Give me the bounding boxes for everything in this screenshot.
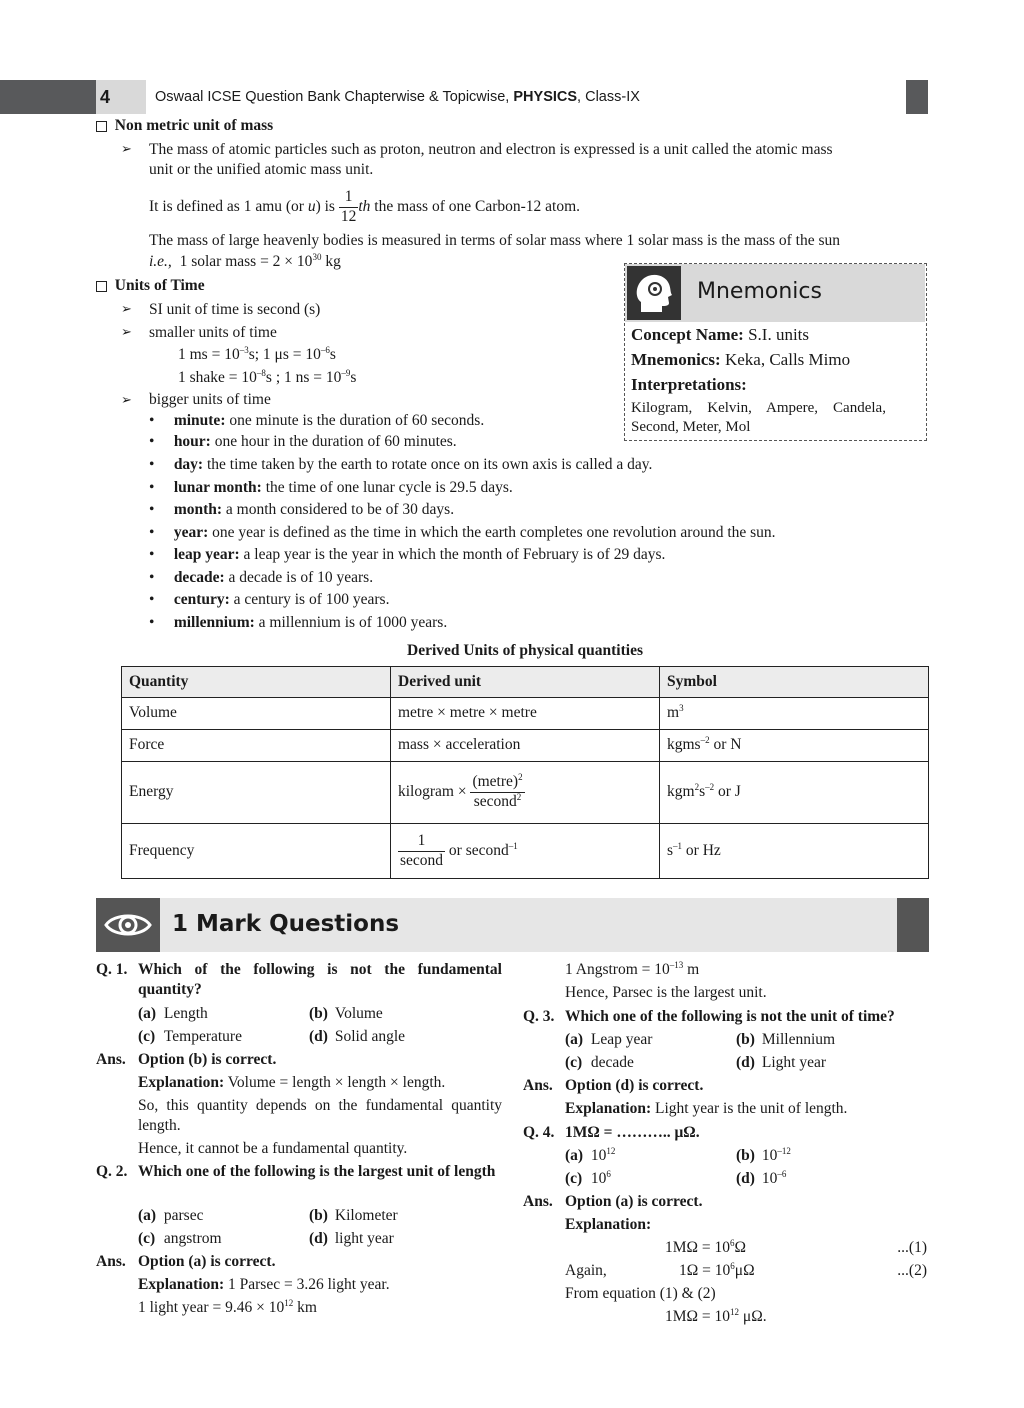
small-units-line2: 1 shake = $10^{-8}s$ ; 1 ns = $10^{-9}s$: [178, 367, 357, 386]
q3-options-row2: (c) decade (d) Light year: [565, 1054, 827, 1071]
section-band-right: [897, 898, 929, 952]
table-cell: Frequency: [122, 824, 391, 879]
list-item: • lunar month: the time of one lunar cycle is 29.5 days.: [149, 479, 513, 496]
question-4: Q. 4. 1MΩ = ……….. μΩ.: [523, 1124, 700, 1141]
time-heading: Units of Time: [96, 276, 205, 296]
arrow-icon: ➢: [121, 325, 132, 340]
table-cell: mass × acceleration: [391, 730, 660, 762]
q4-equation-1: $1M\Omega = 10^6\Omega$ ...(1): [665, 1237, 927, 1256]
table-cell: Energy: [122, 762, 391, 824]
q2-options-row1: (a) parsec (b) Kilometer: [138, 1207, 398, 1224]
table-header-row: [122, 667, 929, 698]
q2-options-row2: (c) angstrom (d) light year: [138, 1230, 394, 1247]
q2-explanation-2: 1 light year = $9.46 \times 10^{12}$ km: [138, 1297, 317, 1316]
header-title: Oswaal ICSE Question Bank Chapterwise & Topicwise, PHYSICS, Class-IX: [155, 89, 640, 105]
non-metric-text1: The mass of atomic particles such as proton, neutron and electron is expressed is a unit called the atomic mass: [149, 141, 833, 158]
non-metric-text2: unit or the unified atomic mass unit.: [149, 161, 374, 178]
list-item: • day: the time taken by the earth to rotate once on its own axis is called a day.: [149, 456, 653, 473]
q2-explanation-3: 1 Angstrom = $10^{-13}$ m: [565, 959, 700, 978]
head-brain-icon: [627, 266, 681, 320]
arrow-icon: ➢: [121, 393, 132, 408]
question-2: Q. 2. Which one of the following is the largest unit of length: [96, 1163, 496, 1180]
bigger-units: bigger units of time: [149, 391, 271, 408]
non-metric-heading: Non metric unit of mass: [96, 116, 273, 136]
q1-options-row1: (a) Length (b) Volume: [138, 1005, 383, 1022]
table-cell: $s^{-1}$ or Hz: [660, 824, 929, 879]
table-cell: $kgm^2s^{-2}$ or J: [660, 762, 929, 824]
q1-explanation-2: So, this quantity depends on the fundamental quantity length.: [138, 1097, 502, 1135]
solar-equation: i.e., 1 solar mass = $2 \times 10^{30}$ kg: [149, 251, 341, 270]
q1-explanation-3: Hence, it cannot be a fundamental quantity.: [138, 1140, 408, 1157]
amu-fraction: $\frac{1}{12}$: [340, 188, 357, 225]
table-header-cell: Quantity: [122, 667, 391, 698]
list-item: • month: a month considered to be of 30 days.: [149, 501, 455, 518]
time-bullet-list: [149, 411, 909, 635]
question-1: Q. 1. Which of the following is not the fundamental quantity?: [96, 961, 502, 999]
table-row: [122, 762, 929, 824]
checkbox-icon: [96, 121, 107, 132]
mnemonics-title: Mnemonics: [697, 279, 822, 304]
eye-icon: [96, 898, 160, 952]
q2-answer: Ans. Option (a) is correct.: [96, 1253, 276, 1270]
table-header-cell: Derived unit: [391, 667, 660, 698]
derived-units-table: [121, 666, 929, 879]
table-cell: Volume: [122, 698, 391, 730]
arrow-icon: ➢: [121, 142, 132, 157]
header-bar-right: [906, 80, 928, 114]
q1-answer: Ans. Option (b) is correct.: [96, 1051, 277, 1068]
q4-options-row1: (a) $10^{12}$ (b) $10^{-12}$: [565, 1145, 791, 1164]
right-column: [523, 960, 929, 1330]
section-icon-bg: [96, 898, 160, 952]
q1-explanation: Explanation: Volume = length × length × length.: [138, 1074, 446, 1091]
interpretations-line1: Kilogram, Kelvin, Ampere, Candela,: [631, 400, 886, 416]
q2-explanation-4: Hence, Parsec is the largest unit.: [565, 984, 767, 1001]
list-item: • decade: a decade is of 10 years.: [149, 569, 374, 586]
solar-text: The mass of large heavenly bodies is measured in terms of solar mass where 1 solar mass is the mass of the sun: [149, 232, 841, 249]
mnemonics-box: [624, 263, 927, 441]
left-column: [96, 960, 502, 1321]
table-cell: $\frac{1}{\text{second}}$ or second$^{-1}$: [391, 824, 660, 879]
q2-explanation: Explanation: 1 Parsec = 3.26 light year.: [138, 1276, 390, 1293]
list-item: • century: a century is of 100 years.: [149, 591, 390, 608]
smaller-units: smaller units of time: [149, 324, 277, 341]
list-item: • millennium: a millennium is of 1000 years.: [149, 614, 448, 631]
q4-equation-2: Again, $1\Omega = 10^6\mu\Omega$ ...(2): [565, 1260, 927, 1279]
section-title: 1 Mark Questions: [172, 911, 400, 937]
table-row: [122, 824, 929, 879]
amu-definition: It is defined as 1 amu (or u) is $\frac{1}{12}$ th the mass of one Carbon-12 atom.: [149, 188, 581, 225]
list-item: • year: one year is defined as the time in which the earth completes one revolution around the sun.: [149, 524, 776, 541]
checkbox-icon: [96, 281, 107, 292]
header-bar-left: [0, 80, 96, 114]
mnemonics-value: Mnemonics: Keka, Calls Mimo: [631, 350, 851, 369]
list-item: • leap year: a leap year is the year in which the month of February is of 29 days.: [149, 546, 666, 563]
q4-explanation-label: Explanation:: [565, 1216, 652, 1233]
table-cell: kgms$^{-2}$ or N: [660, 730, 929, 762]
q4-answer: Ans. Option (a) is correct.: [523, 1193, 703, 1210]
concept-name: Concept Name: S.I. units: [631, 325, 810, 344]
q1-options-row2: (c) Temperature (d) Solid angle: [138, 1028, 406, 1045]
q4-equation-4: $1M\Omega = 10^{12}$ μΩ.: [665, 1306, 767, 1325]
question-3: Q. 3. Which one of the following is not the unit of time?: [523, 1008, 895, 1025]
q3-answer: Ans. Option (d) is correct.: [523, 1077, 704, 1094]
q3-options-row1: (a) Leap year (b) Millennium: [565, 1031, 836, 1048]
q4-options-row2: (c) $10^6$ (d) $10^{-6}$: [565, 1168, 787, 1187]
interpretations-label: Interpretations:: [631, 375, 747, 394]
si-time: SI unit of time is second (s): [149, 301, 321, 318]
q3-explanation: Explanation: Light year is the unit of length.: [565, 1100, 848, 1117]
table-cell: $m^3$: [660, 698, 929, 730]
table-cell: metre × metre × metre: [391, 698, 660, 730]
table-row: [122, 730, 929, 762]
page-number: 4: [96, 80, 146, 114]
mnemonics-header: [625, 264, 925, 322]
table-cell: Force: [122, 730, 391, 762]
list-item: • hour: one hour in the duration of 60 minutes.: [149, 433, 457, 450]
q4-equation-3: From equation (1) & (2): [565, 1285, 716, 1302]
interpretations-line2: Second, Meter, Mol: [631, 419, 751, 435]
list-item: • minute: one minute is the duration of 60 seconds.: [149, 412, 485, 429]
table-cell: kilogram × $\frac{(metre)^2}{second^2}$: [391, 762, 660, 824]
table-row: [122, 698, 929, 730]
table-header-cell: Symbol: [660, 667, 929, 698]
small-units-line1: 1 ms = $10^{-3}s$; 1 $\mu s = 10^{-6}s$: [178, 344, 336, 363]
arrow-icon: ➢: [121, 302, 132, 317]
table-caption: Derived Units of physical quantities: [407, 642, 643, 659]
